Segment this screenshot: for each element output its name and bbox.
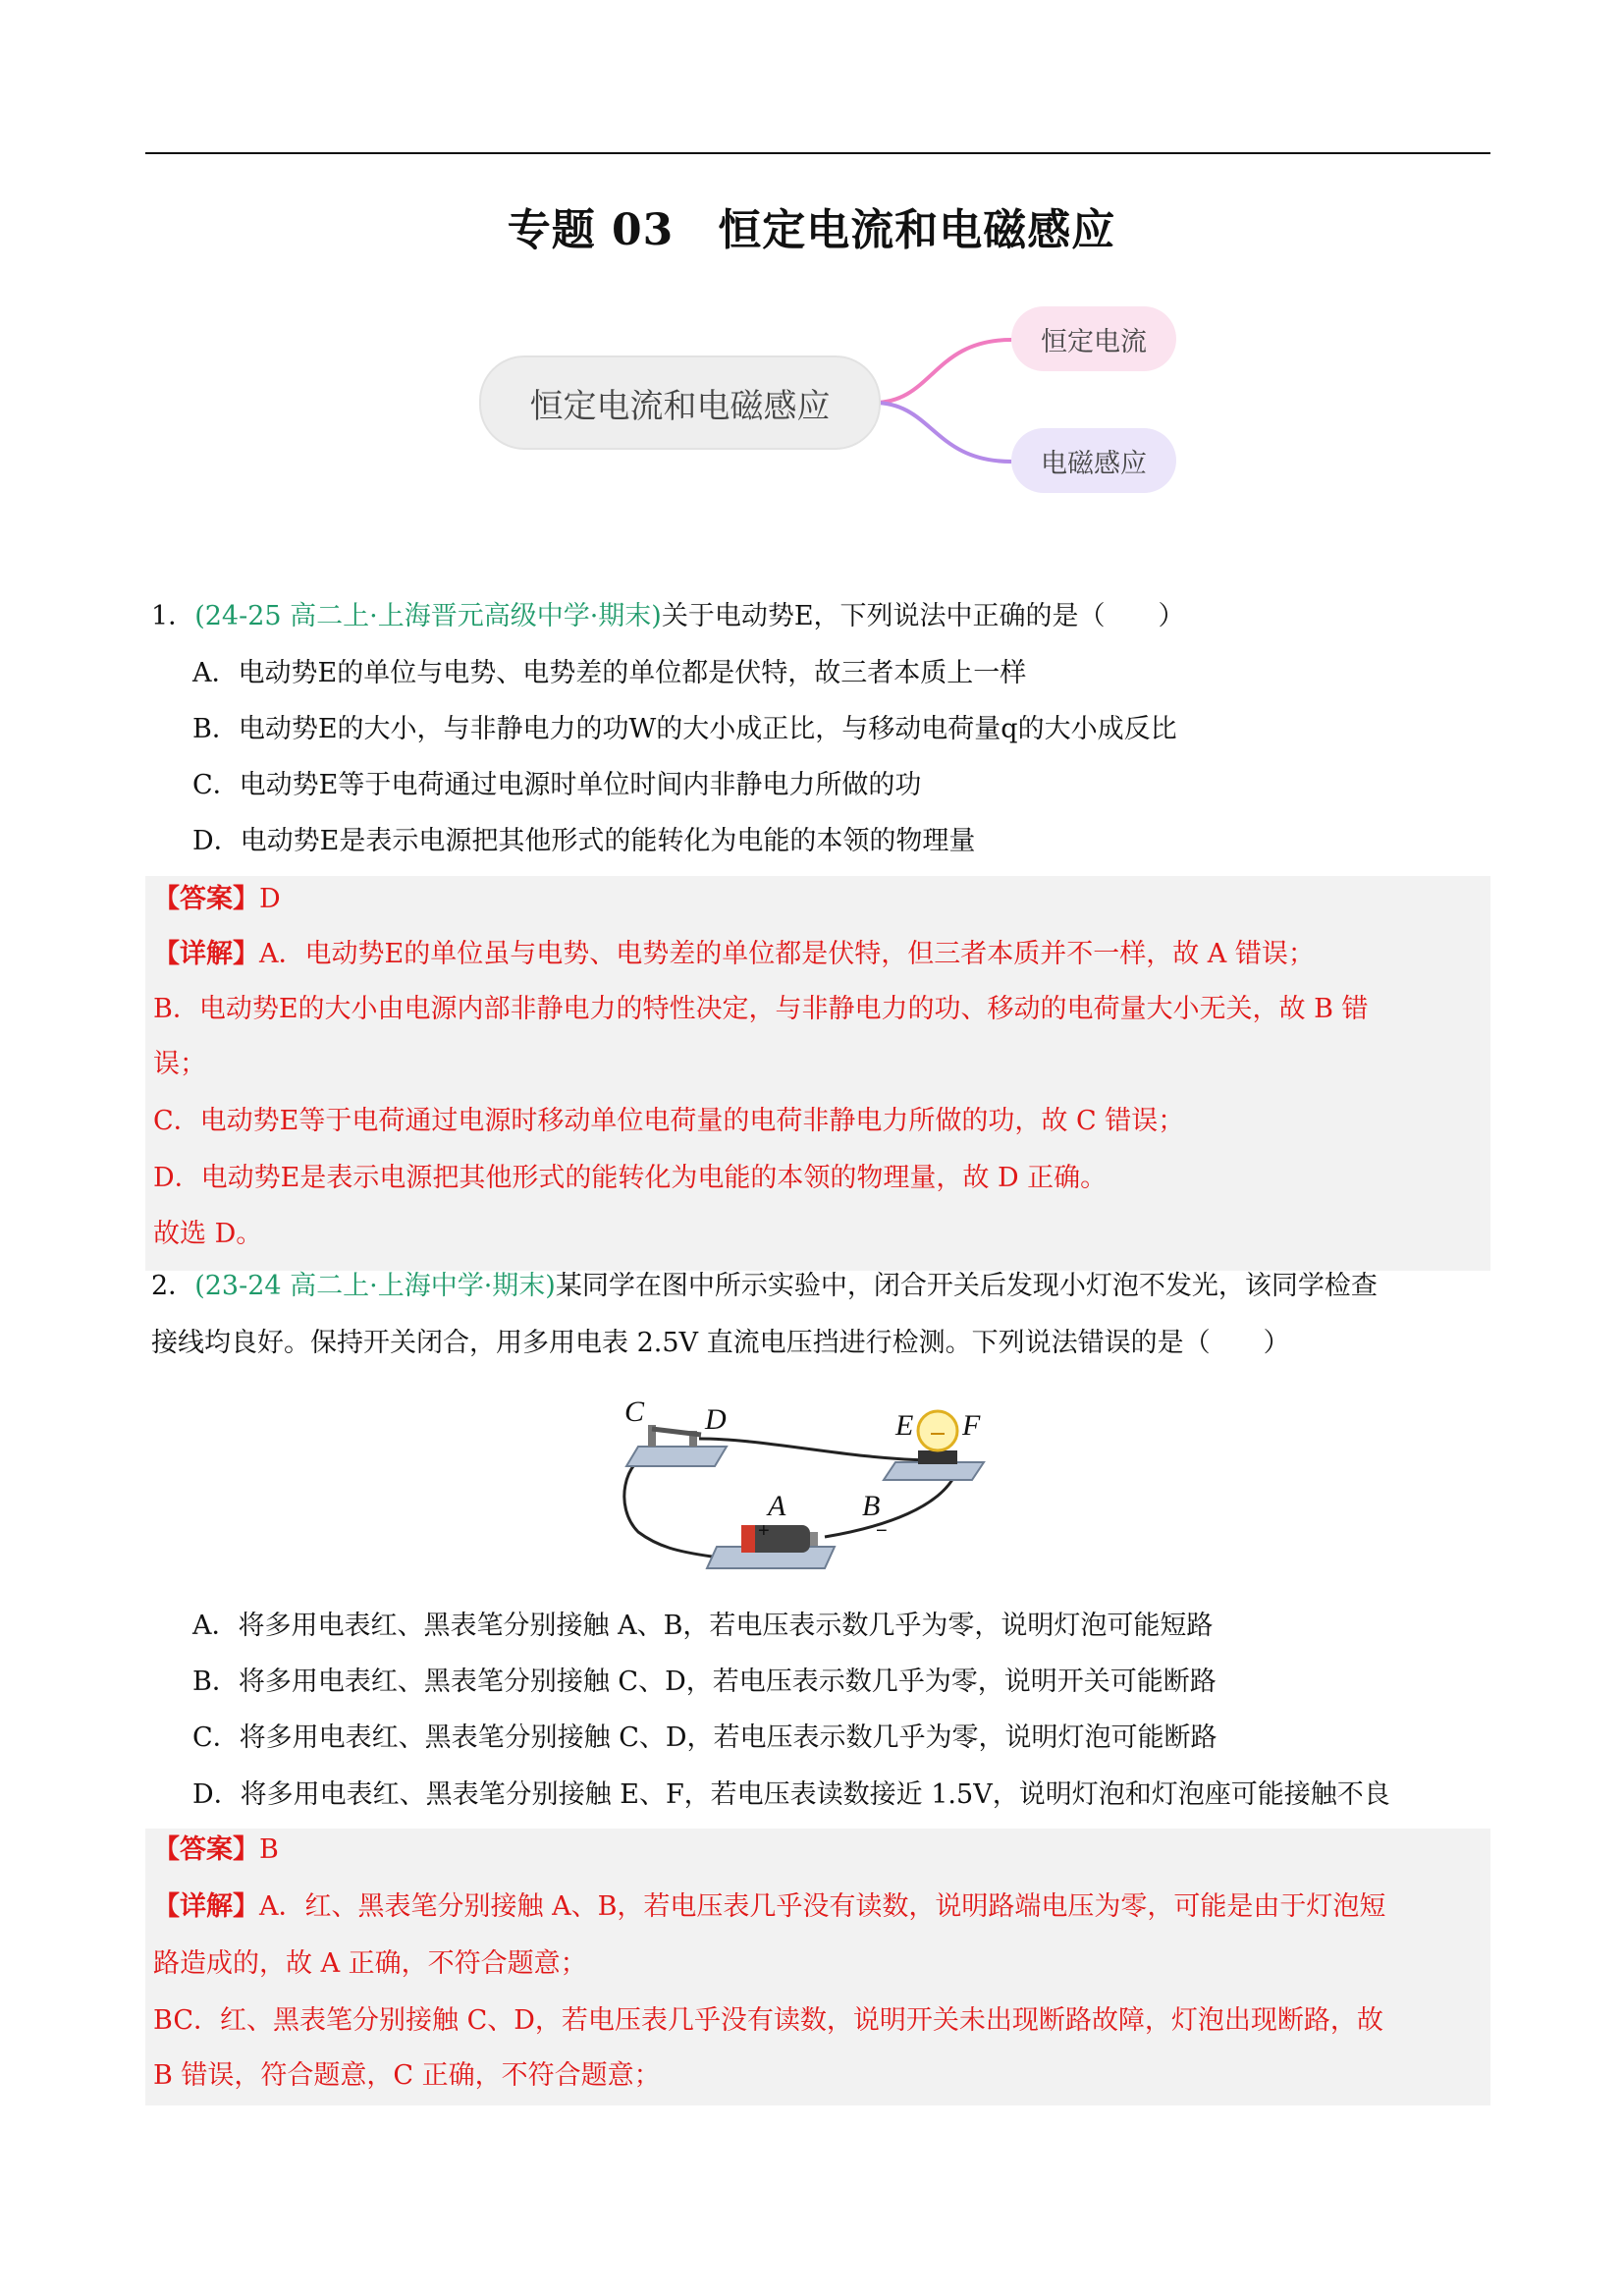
q2-option-d: D．将多用电表红、黑表笔分别接触 E、F，若电压表读数接近 1.5V，说明灯泡和灯泡座可能接触不良 [192, 1779, 1390, 1810]
q1-stem-line [151, 597, 1185, 636]
page-title: 专题 03 恒定电流和电磁感应 [507, 205, 1116, 255]
label-c: C [624, 1399, 645, 1428]
lamp-base [884, 1462, 984, 1480]
q2-detail-label: 【详解】 [153, 1891, 259, 1922]
q1-detail-line-3: 误； [153, 1049, 206, 1079]
q2-stem-line-2: 接线均良好。保持开关闭合，用多用电表 2.5V 直流电压挡进行检测。下列说法错误的是（ ） [151, 1328, 1290, 1358]
circuit-figure [619, 1399, 1011, 1576]
battery-terminal [810, 1532, 818, 1546]
q1-detail-line-1 [153, 935, 1315, 974]
lamp-socket [918, 1450, 957, 1464]
wire-left [624, 1453, 712, 1557]
q2-option-b: B．将多用电表红、黑表笔分别接触 C、D，若电压表示数几乎为零，说明开关可能断路 [192, 1667, 1217, 1697]
q2-detail-line-1 [153, 1887, 1385, 1927]
mindmap-root: 恒定电流和电磁感应 [479, 355, 881, 450]
wire-top [699, 1439, 928, 1460]
switch-base [626, 1447, 727, 1466]
q1-detail-text-1: A．电动势E的单位虽与电势、电势差的单位都是伏特，但三者本质并不一样，故 A 错误； [259, 939, 1315, 969]
label-d: D [705, 1403, 727, 1436]
q1-option-d: D．电动势E是表示电源把其他形式的能转化为电能的本领的物理量 [192, 826, 976, 856]
mindmap-node-2: 电磁感应 [1011, 428, 1176, 493]
label-plus: + [758, 1520, 770, 1542]
label-a: A [768, 1490, 786, 1522]
switch-lever [652, 1429, 701, 1435]
q1-option-c: C．电动势E等于电荷通过电源时单位时间内非静电力所做的功 [192, 770, 922, 800]
q1-detail-line-6: 故选 D。 [153, 1219, 263, 1249]
label-b: B [862, 1490, 881, 1522]
q2-source: (23-24 高二上·上海中学·期末) [194, 1271, 556, 1301]
q1-stem: 关于电动势E，下列说法中正确的是（ ） [661, 601, 1185, 631]
label-minus: − [876, 1520, 888, 1542]
mindmap-connectors [874, 324, 1021, 481]
q1-number: 1． [151, 601, 195, 631]
q2-answer: B [259, 1834, 279, 1865]
q1-answer: D [259, 884, 281, 914]
header-rule [145, 152, 1490, 154]
q1-detail-line-4: C．电动势E等于电荷通过电源时移动单位电荷量的电荷非静电力所做的功，故 C 错误； [153, 1106, 1185, 1136]
label-f: F [962, 1409, 981, 1442]
lamp-bulb [918, 1411, 957, 1450]
q2-answer-label: 【答案】 [153, 1834, 259, 1865]
label-e: E [895, 1409, 914, 1442]
q2-stem-line-1 [151, 1267, 1378, 1306]
q1-detail-label: 【详解】 [153, 939, 259, 969]
mindmap-node-1: 恒定电流 [1011, 306, 1176, 371]
q2-stem-1: 某同学在图中所示实验中，闭合开关后发现小灯泡不发光，该同学检查 [555, 1271, 1378, 1301]
q1-detail-line-5: D．电动势E是表示电源把其他形式的能转化为电能的本领的物理量，故 D 正确。 [153, 1163, 1108, 1193]
q2-answer-line [153, 1831, 279, 1870]
q2-number: 2． [151, 1271, 195, 1301]
q1-answer-line [153, 880, 281, 919]
q2-detail-text-1: A．红、黑表笔分别接触 A、B，若电压表几乎没有读数，说明路端电压为零，可能是由于灯泡短 [259, 1891, 1386, 1922]
q1-option-b: B．电动势E的大小，与非静电力的功W的大小成正比，与移动电荷量q的大小成反比 [192, 714, 1177, 744]
q1-answer-label: 【答案】 [153, 884, 259, 914]
battery-positive-cap [741, 1525, 755, 1553]
q1-option-a: A．电动势E的单位与电势、电势差的单位都是伏特，故三者本质上一样 [192, 658, 1027, 688]
q2-option-c: C．将多用电表红、黑表笔分别接触 C、D，若电压表示数几乎为零，说明灯泡可能断路 [192, 1722, 1217, 1753]
q1-detail-line-2: B．电动势E的大小由电源内部非静电力的特性决定，与非静电力的功、移动的电荷量大小无关，故 B 错 [153, 994, 1369, 1024]
q2-detail-line-2: 路造成的，故 A 正确，不符合题意； [153, 1948, 587, 1979]
q2-detail-line-3: BC．红、黑表笔分别接触 C、D，若电压表几乎没有读数，说明开关未出现断路故障，灯泡出现断路，故 [153, 2005, 1383, 2036]
q2-detail-line-4: B 错误，符合题意，C 正确，不符合题意； [153, 2060, 661, 2091]
q2-option-a: A．将多用电表红、黑表笔分别接触 A、B，若电压表示数几乎为零，说明灯泡可能短路 [192, 1611, 1214, 1641]
q1-source: (24-25 高二上·上海晋元高级中学·期末) [194, 601, 662, 631]
